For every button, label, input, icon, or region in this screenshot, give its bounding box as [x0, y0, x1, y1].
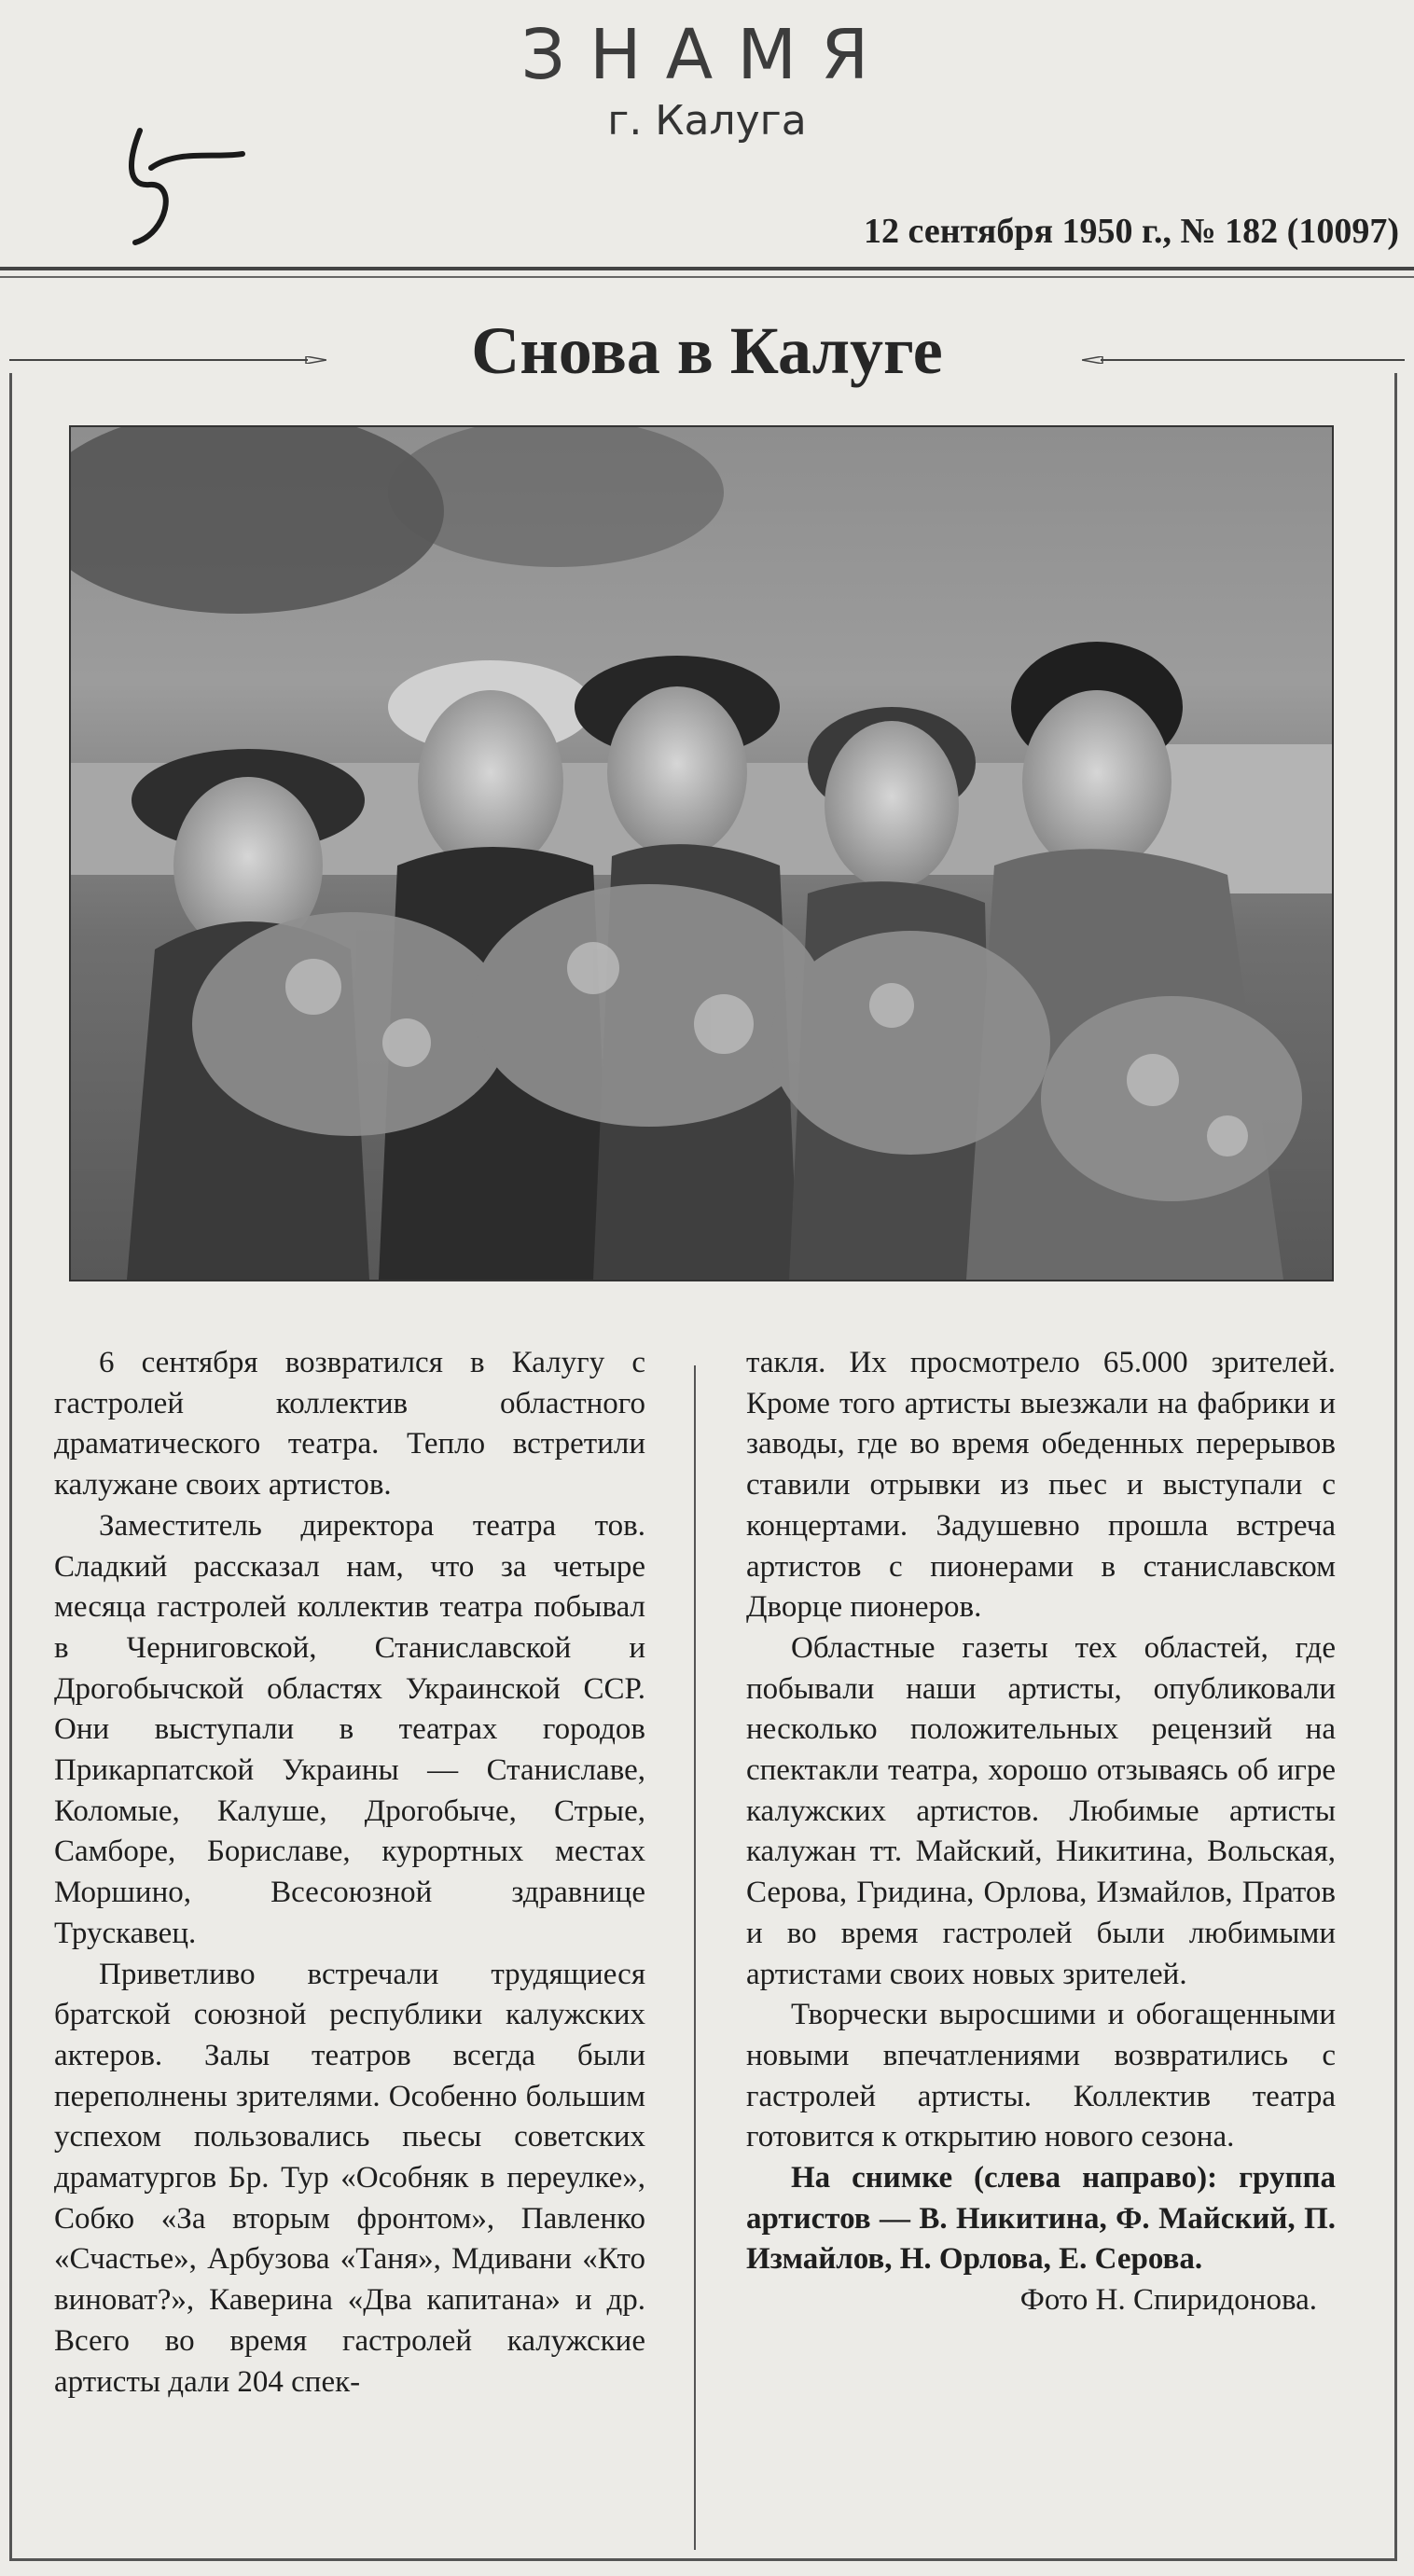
photo-caption [746, 2158, 1336, 2280]
article-photo [69, 425, 1334, 1281]
newspaper-title: ЗНАМЯ [520, 15, 894, 95]
photo-caption-text: группа артистов — В. Никитина, Ф. Майский, П. Измайлов, Н. Орлова, Е. Серова. [746, 2161, 1336, 2277]
paragraph-4: Областные газеты тех областей, где побывали наши артисты, опубликовали несколько положительных рецензий на спектакли театра, хорошо отзываясь об игре калужских артистов. Любимые артисты калужан тт. Майский, Никитина, Вольская, Серова, Гридина, Орлова, Измайлов, Пратов и во время гастролей были любимыми артистами своих новых зрителей. [746, 1630, 1336, 1991]
paragraph-1: 6 сентября возвратился в Калугу с гастролей коллектив областного драматического театра. Тепло встретили калужане своих артистов. [54, 1346, 645, 1503]
article-column-left [54, 1343, 645, 2403]
issue-date-number: 12 сентября 1950 г., № 182 (10097) [864, 212, 1399, 251]
photo-caption-label: На снимке (слева направо): [791, 2161, 1218, 2195]
masthead-rule [0, 267, 1414, 278]
photo-credit: Фото Н. Спиридонова. [1019, 2283, 1317, 2318]
paragraph-2: Заместитель директора театра тов. Сладкий рассказал нам, что за четыре месяца гастролей коллектив театра побывал в Черниговской, Станиславской и Дрогобычской областях Украинской ССР. Они выступали в театрах городов Прикарпатской Украины — Станиславе, Коломые, Калуше, Дрогобыче, Стрые, Самборе, Бориславе, курортных местах Моршино, Всесоюзной здравнице Трускавец. [54, 1508, 645, 1950]
handwritten-number-mark [112, 112, 261, 261]
headline-arrow-right [1082, 356, 1405, 364]
article-column-right [746, 1343, 1336, 2321]
newspaper-city: г. Калуга [607, 97, 807, 145]
paragraph-5: Творчески выросшими и обогащенными новыми впечатлениями возвратились с гастролей артисты. Коллектив театра готовится к открытию нового сезона. [746, 1998, 1336, 2154]
paragraph-3: Приветливо встречали трудящиеся братской союзной республики калужских актеров. Залы театров всегда были переполнены зрителями. Особенно большим успехом пользовались пьесы советских драматургов Бр. Тур «Особняк в переулке», Собко «За вторым фронтом», Павленко «Счастье», Арбузова «Таня», Мдивани «Кто виноват?», Каверина «Два капитана» и др. Всего во время гастролей калужские артисты дали 204 спек- [54, 1957, 645, 2399]
article-headline: Снова в Калуге [471, 313, 943, 388]
column-divider [694, 1365, 696, 2550]
paragraph-3-continued: такля. Их просмотрело 65.000 зрителей. Кроме того артисты выезжали на фабрики и заводы, где во время обеденных перерывов ставили отрывки из пьес и выступали с концертами. Задушевно прошла встреча артистов с пионерами в станиславском Дворце пионеров. [746, 1346, 1336, 1625]
